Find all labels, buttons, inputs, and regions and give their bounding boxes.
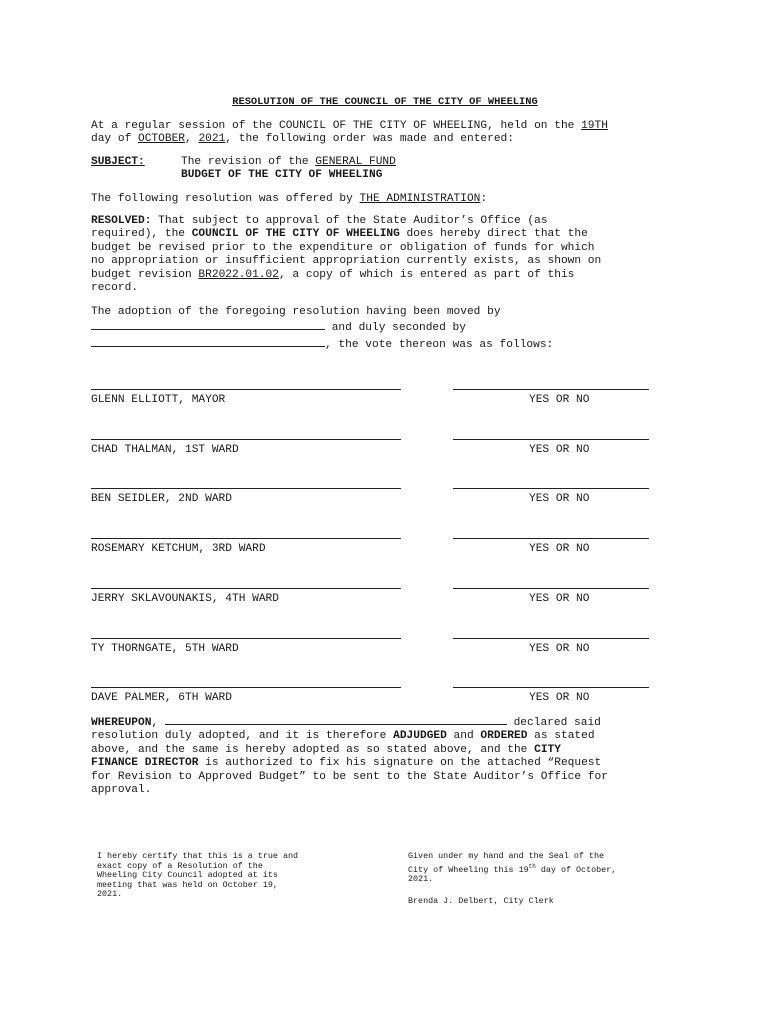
voter-name: JERRY SKLAVOUNAKIS, 4TH WARD (91, 593, 279, 605)
city-word: CITY (534, 743, 561, 756)
resolved-line-1: That subject to approval of the State Auditor’s Office (as (151, 215, 548, 227)
fund-name: GENERAL FUND (315, 156, 396, 168)
voter-name: BEN SEIDLER, 2ND WARD (91, 493, 232, 505)
offered-colon: : (480, 193, 488, 205)
subject-text-2: BUDGET OF THE CITY OF WHEELING (181, 169, 383, 182)
subject-text (181, 156, 396, 183)
declared-by-blank[interactable] (165, 714, 507, 725)
voter-name: TY THORNGATE, 5TH WARD (91, 643, 239, 655)
vote-row (91, 389, 651, 413)
signature-line[interactable] (91, 488, 401, 489)
whereupon-and: and (446, 730, 481, 743)
session-year: 2021 (198, 133, 226, 146)
whereupon-line-3: above, and the same is hereby adopted as so stated above, and the (91, 743, 535, 756)
signature-line[interactable] (91, 538, 401, 539)
vote-line[interactable] (453, 439, 649, 440)
intro-comma: , (185, 133, 199, 146)
vote-label: YES OR NO (529, 692, 590, 704)
signature-line[interactable] (91, 389, 401, 390)
session-day: 19TH (581, 120, 608, 132)
document-title: RESOLUTION OF THE COUNCIL OF THE CITY OF WHEELING (232, 96, 538, 108)
intro-text-1: At a regular session of the COUNCIL OF THE CITY OF WHEELING, held on the (91, 120, 582, 132)
subject-text-1: The revision of the (181, 156, 316, 168)
certification-text: I hereby certify that this is a true and exact copy of a Resolution of the Wheeling City Council adopted at its meeting that was held on October 19, 2021. (97, 851, 299, 900)
vote-row (91, 638, 651, 662)
council-name: COUNCIL OF THE CITY OF WHEELING (191, 228, 400, 241)
whereupon-line-5: for Revision to Approved Budget” to be sent to the State Auditor’s Office for (91, 770, 608, 783)
whereupon-line-2a: resolution duly adopted, and it is therefore (91, 730, 394, 743)
vote-row (91, 687, 651, 711)
ordered-word: ORDERED (480, 730, 528, 743)
offered-by: THE ADMINISTRATION (359, 193, 481, 205)
session-month: OCTOBER (138, 133, 185, 146)
resolved-line-5b: , a copy of which is entered as part of this (279, 268, 575, 281)
day-suffix: th (528, 862, 536, 870)
vote-row (91, 588, 651, 612)
moved-by-blank[interactable] (91, 319, 325, 330)
resolved-line-6: record. (91, 282, 138, 295)
adoption-paragraph (91, 306, 671, 352)
seal-line-2a: City of Wheeling this 19 (408, 864, 529, 875)
vote-line[interactable] (453, 389, 649, 390)
adoption-line-3: , the vote thereon was as follows: (325, 338, 554, 351)
vote-row (91, 439, 651, 463)
vote-label: YES OR NO (529, 593, 590, 605)
resolved-line-2a: required), the (91, 228, 192, 241)
vote-row (91, 538, 651, 562)
intro-paragraph (91, 120, 671, 147)
subject-label: SUBJECT: (91, 156, 145, 168)
resolved-line-4: no appropriation or insufficient appropriation currently exists, as shown on (91, 255, 602, 268)
whereupon-line-1: declared said (506, 717, 601, 729)
voter-name: CHAD THALMAN, 1ST WARD (91, 444, 239, 456)
seconded-by-blank[interactable] (91, 336, 325, 347)
vote-label: YES OR NO (529, 643, 590, 655)
resolved-line-2b: does hereby direct that the (399, 228, 588, 241)
whereupon-paragraph (91, 714, 681, 797)
adjudged-word: ADJUDGED (393, 730, 447, 743)
seal-statement (408, 852, 678, 885)
vote-line[interactable] (453, 488, 649, 489)
budget-revision-number: BR2022.01.02 (198, 268, 279, 281)
intro-text-2: day of (91, 133, 138, 146)
vote-line[interactable] (453, 538, 649, 539)
whereupon-line-4: is authorized to fix his signature on the attached “Request (198, 757, 602, 770)
vote-line[interactable] (453, 687, 649, 688)
whereupon-line-2b: as stated (527, 730, 595, 743)
voter-name: GLENN ELLIOTT, MAYOR (91, 394, 226, 406)
vote-label: YES OR NO (529, 394, 590, 406)
whereupon-comma: , (151, 717, 159, 729)
signature-line[interactable] (91, 638, 401, 639)
finance-director: FINANCE DIRECTOR (91, 757, 199, 770)
adoption-line-2: and duly seconded by (325, 322, 466, 335)
offered-paragraph (91, 193, 671, 206)
seal-line-1: Given under my hand and the Seal of the (408, 851, 605, 861)
vote-line[interactable] (453, 588, 649, 589)
vote-row (91, 488, 651, 512)
voter-name: ROSEMARY KETCHUM, 3RD WARD (91, 543, 266, 555)
adoption-line-1: The adoption of the foregoing resolution having been moved by (91, 306, 501, 318)
intro-text-3: , the following order was made and entered: (225, 133, 514, 146)
whereupon-label: WHEREUPON (91, 717, 152, 729)
resolved-line-3: budget be revised prior to the expenditure or obligation of funds for which (91, 241, 595, 254)
resolved-label: RESOLVED: (91, 215, 152, 227)
offered-text: The following resolution was offered by (91, 193, 360, 205)
voter-name: DAVE PALMER, 6TH WARD (91, 692, 232, 704)
vote-label: YES OR NO (529, 493, 590, 505)
resolved-line-5a: budget revision (91, 268, 199, 281)
vote-label: YES OR NO (529, 444, 590, 456)
vote-label: YES OR NO (529, 543, 590, 555)
signature-line[interactable] (91, 439, 401, 440)
seal-line-2b: day of October, (535, 864, 617, 875)
signature-line[interactable] (91, 588, 401, 589)
city-clerk-signature: Brenda J. Delbert, City Clerk (408, 896, 554, 906)
seal-line-3: 2021. (408, 873, 434, 884)
resolved-paragraph (91, 215, 671, 295)
whereupon-line-6: approval. (91, 784, 152, 797)
signature-line[interactable] (91, 687, 401, 688)
vote-line[interactable] (453, 638, 649, 639)
